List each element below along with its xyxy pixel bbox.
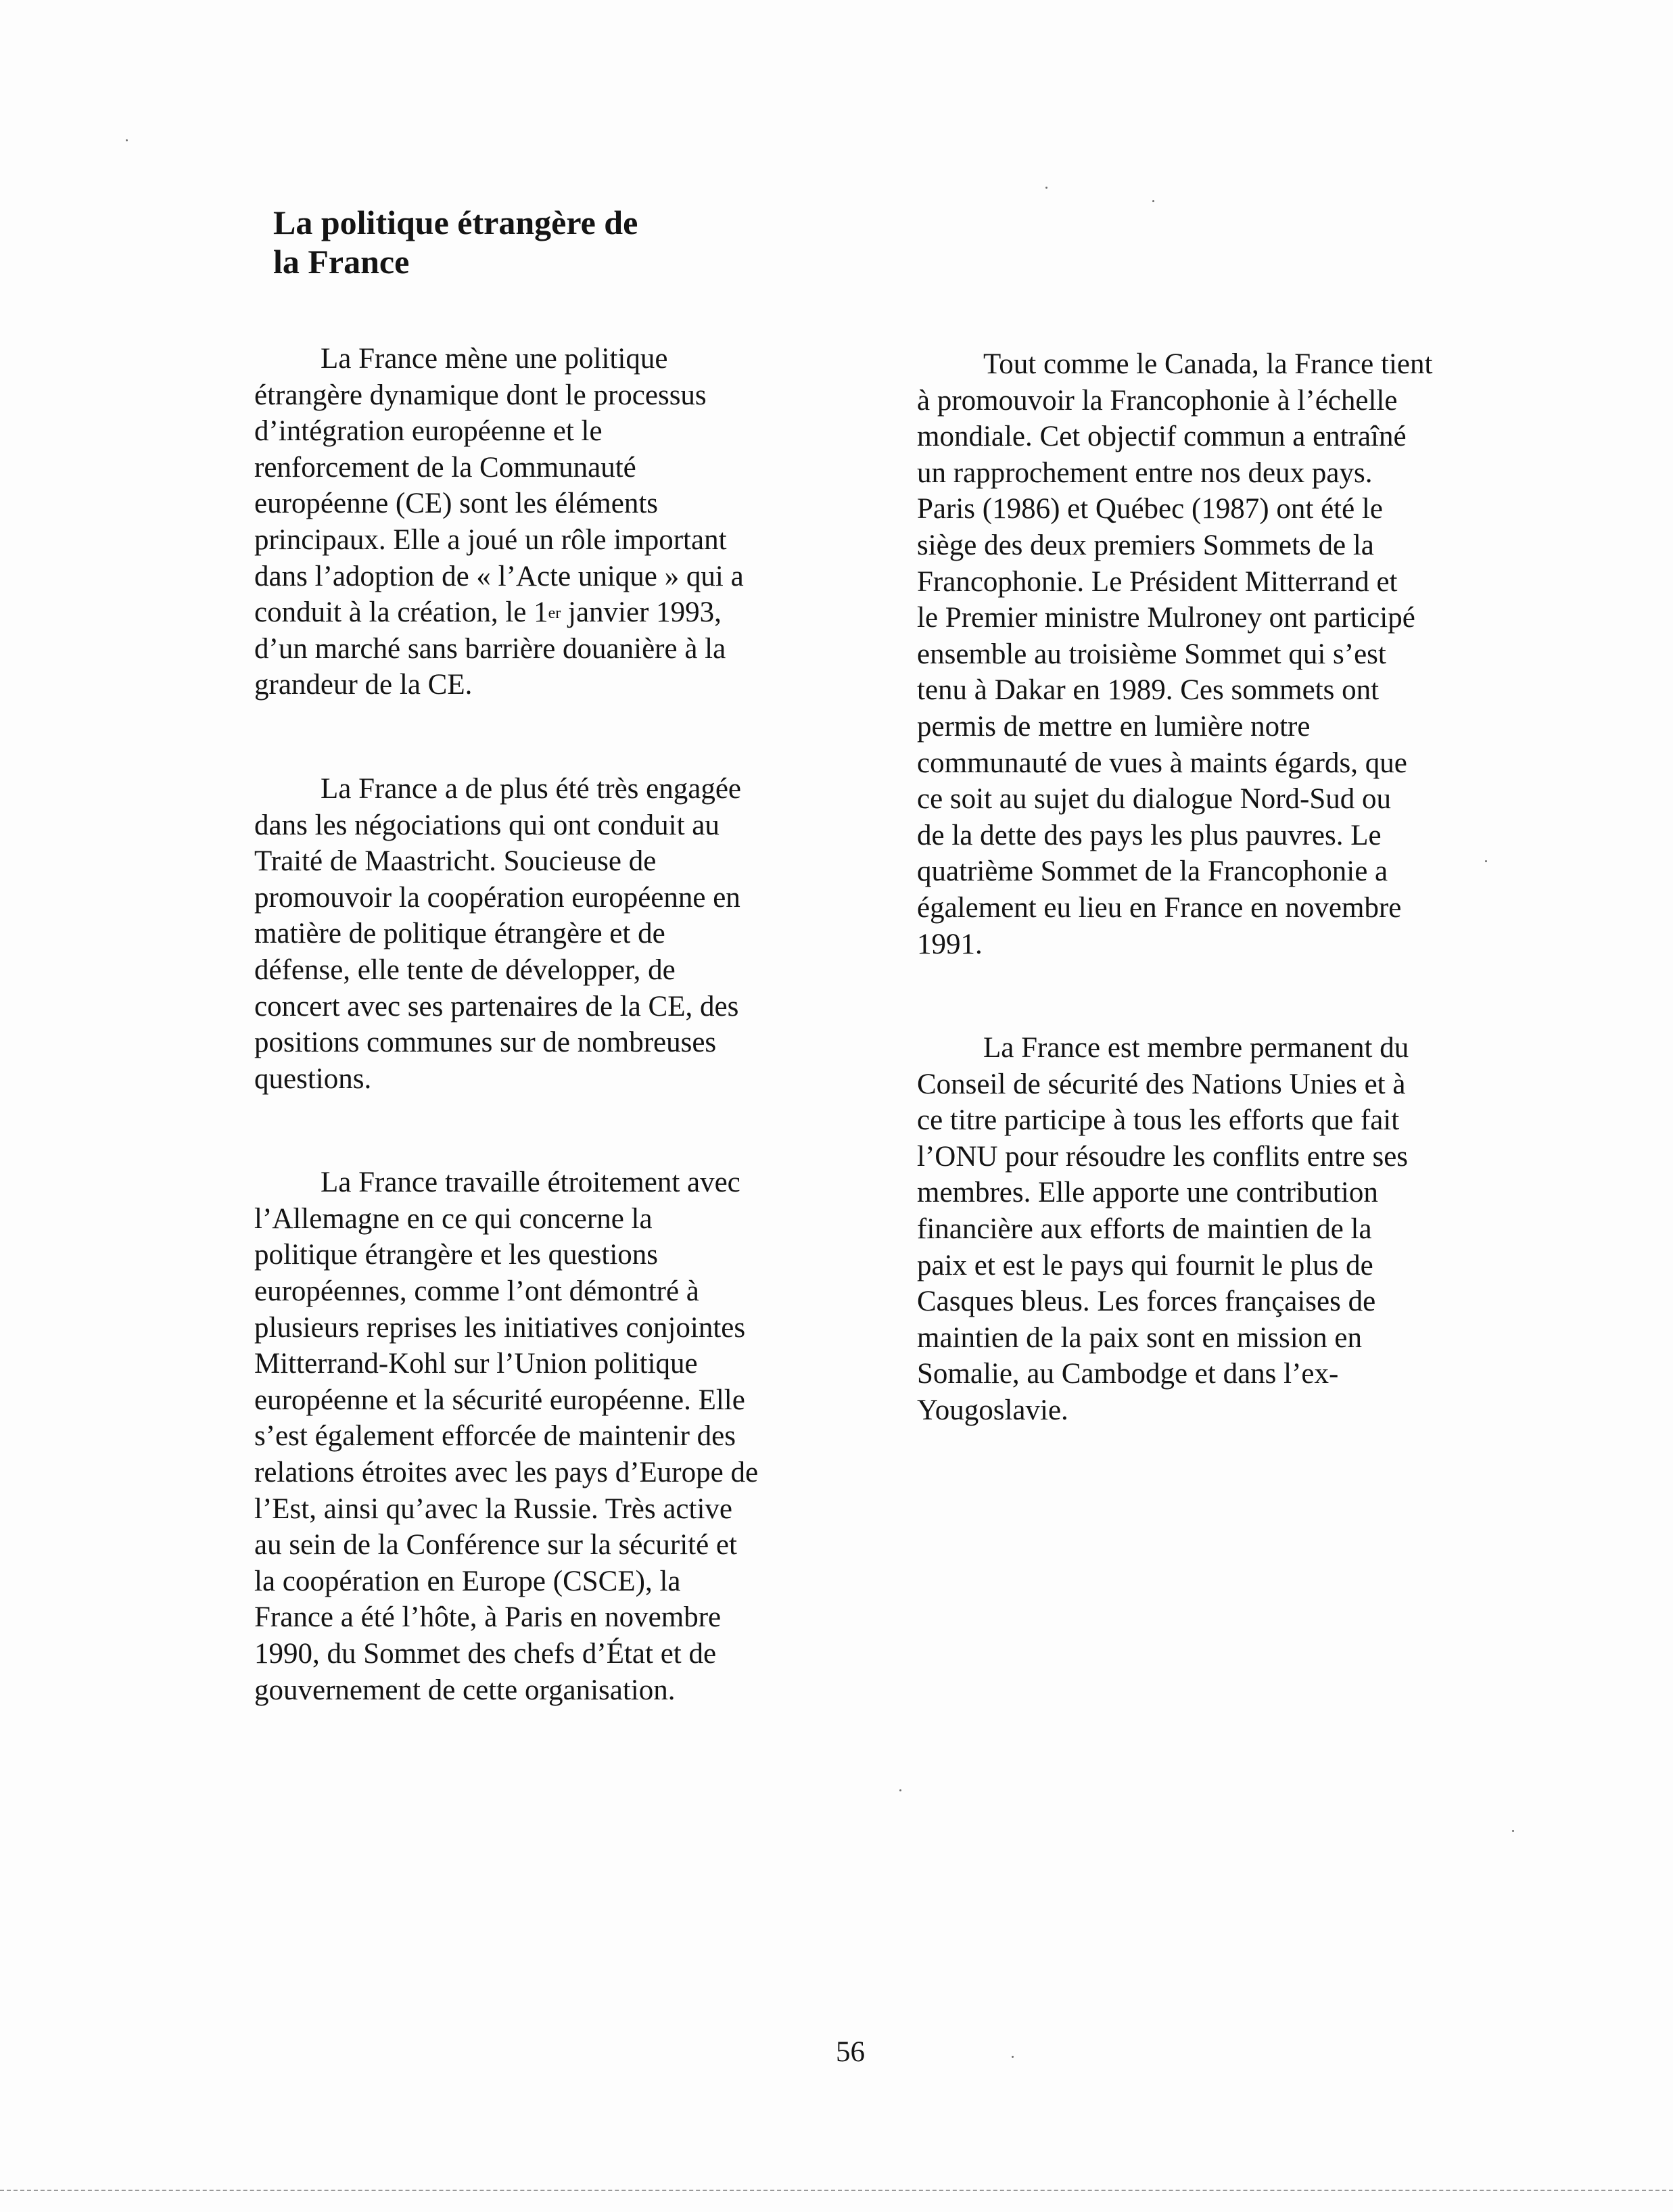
right-column [917,346,1499,1497]
text-line: Yougoslavie. [917,1394,1068,1427]
text-line: concert avec ses partenaires de la CE, des [254,990,739,1022]
text-line: quatrième Sommet de la Francophonie a [917,855,1388,888]
text-line: La France est membre permanent du [983,1032,1409,1064]
scan-speck [899,1789,901,1791]
text-line: défense, elle tente de développer, de [254,954,676,986]
text-line: siège des deux premiers Sommets de la [917,529,1374,561]
text-line: l’Allemagne en ce qui concerne la [254,1202,653,1235]
text-line: tenu à Dakar en 1989. Ces sommets ont [917,674,1380,707]
text-line: paix et est le pays qui fournit le plus de [917,1249,1373,1281]
scan-speck [1045,187,1047,189]
text-line: étrangère dynamique dont le processus [254,379,707,411]
text-line [254,594,836,631]
text-line: Tout comme le Canada, la France tient [983,348,1433,380]
text-line: mondiale. Cet objectif commun a entraîné [917,421,1407,453]
title-line: La politique étrangère de [273,204,638,241]
text-line: plusieurs reprises les initiatives conjointes [254,1311,746,1344]
text-line: grandeur de la CE. [254,669,473,701]
text-line: maintien de la paix sont en mission en [917,1321,1363,1354]
text-line: européenne et la sécurité européenne. Elle [254,1384,745,1416]
page-number: 56 [836,2036,865,2068]
paragraph [254,1164,836,1708]
text-line: également eu lieu en France en novembre [917,891,1402,924]
text-line: promouvoir la coopération européenne en [254,881,740,914]
scan-speck [1012,2056,1014,2058]
text-line: Casques bleus. Les forces françaises de [917,1286,1376,1318]
text-line: principaux. Elle a joué un rôle important [254,523,727,556]
text-line: la coopération en Europe (CSCE), la [254,1565,681,1597]
scan-speck [126,139,128,141]
text-line: l’Est, ainsi qu’avec la Russie. Très active [254,1492,732,1525]
text-line: ensemble au troisième Sommet qui s’est [917,638,1386,670]
scan-speck [1152,200,1154,202]
text-line: politique étrangère et les questions [254,1239,659,1271]
superscript: er [548,605,561,623]
text-line: relations étroites avec les pays d’Europe de [254,1457,759,1489]
text-line: gouvernement de cette organisation. [254,1674,676,1706]
text-line: Conseil de sécurité des Nations Unies et à [917,1068,1406,1100]
text-line: positions communes sur de nombreuses [254,1027,717,1059]
text-line: permis de mettre en lumière notre [917,710,1311,743]
text-line: membres. Elle apporte une contribution [917,1177,1378,1209]
text-line: à promouvoir la Francophonie à l’échelle [917,384,1398,417]
text-line: 1990, du Sommet des chefs d’État et de [254,1638,717,1670]
paragraph [254,341,836,703]
text-line: Somalie, au Cambodge et dans l’ex- [917,1358,1339,1390]
paragraph [254,771,836,1097]
text-line: au sein de la Conférence sur la sécurité et [254,1529,737,1561]
text-fragment: janvier 1993, [561,596,722,629]
text-fragment: conduit à la création, le 1 [254,596,548,629]
title-line: la France [273,243,410,281]
text-line: matière de politique étrangère et de [254,918,665,950]
text-line: un rapprochement entre nos deux pays. [917,456,1373,489]
text-line: le Premier ministre Mulroney ont participé [917,602,1415,634]
text-line: ce soit au sujet du dialogue Nord-Sud ou [917,783,1392,816]
text-line: La France a de plus été très engagée [321,772,741,805]
text-line: France a été l’hôte, à Paris en novembre [254,1601,722,1634]
text-line: dans l’adoption de « l’Acte unique » qui a [254,560,744,592]
text-line: d’un marché sans barrière douanière à la [254,632,726,665]
text-line: l’ONU pour résoudre les conflits entre ses [917,1140,1409,1173]
scan-speck [1485,860,1487,862]
paragraph [917,1030,1499,1429]
text-line: européennes, comme l’ont démontré à [254,1275,699,1308]
text-line: 1991. [917,928,983,960]
text-line: Francophonie. Le Président Mitterrand et [917,565,1398,598]
text-line: Mitterrand-Kohl sur l’Union politique [254,1348,698,1380]
text-line: ce titre participe à tous les efforts que fait [917,1104,1400,1137]
left-column [254,341,836,1776]
page-title [273,203,882,281]
text-line: questions. [254,1062,372,1095]
paragraph [917,346,1499,962]
scan-speck [1512,1830,1514,1832]
text-line: d’intégration européenne et le [254,415,603,448]
text-line: Traité de Maastricht. Soucieuse de [254,845,657,878]
text-line: de la dette des pays les plus pauvres. Le [917,819,1382,851]
text-line: financière aux efforts de maintien de la [917,1213,1372,1246]
text-line: européenne (CE) sont les éléments [254,488,659,520]
text-line: La France travaille étroitement avec [321,1167,740,1199]
text-line: communauté de vues à maints égards, que [917,747,1407,779]
text-line: renforcement de la Communauté [254,451,636,484]
scan-edge-line [0,2190,1673,2191]
text-line: dans les négociations qui ont conduit au [254,809,720,841]
text-line: Paris (1986) et Québec (1987) ont été le [917,493,1383,525]
text-line: s’est également efforcée de maintenir des [254,1420,736,1453]
text-line: La France mène une politique [321,343,668,375]
